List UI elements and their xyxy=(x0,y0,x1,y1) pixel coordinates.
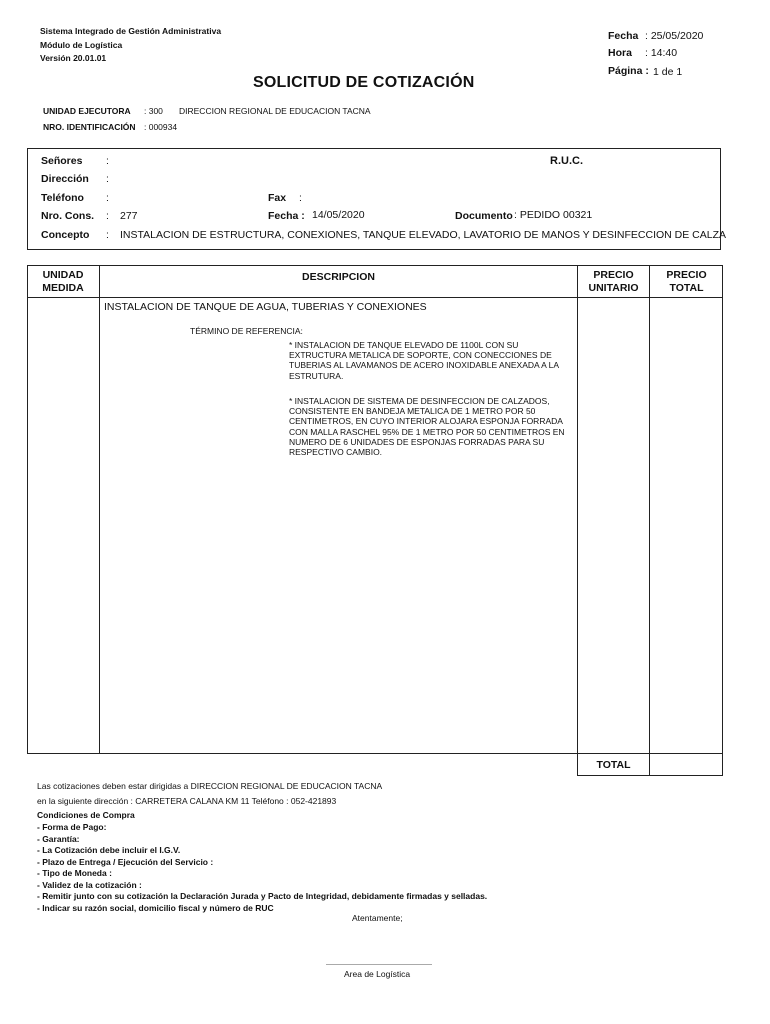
col-divider-1 xyxy=(99,265,100,754)
senores-colon: : xyxy=(106,155,109,167)
documento-label: Documento xyxy=(455,210,513,222)
table-header-divider xyxy=(27,297,723,298)
hora-value: : 14:40 xyxy=(645,47,678,59)
version: Versión 20.01.01 xyxy=(40,53,107,63)
footer-line-1: Las cotizaciones deben estar dirigidas a DIRECCION REGIONAL DE EDUCACION TACNA xyxy=(37,781,383,791)
term-1: * INSTALACION DE TANQUE ELEVADO DE 1100L CON SU EXTRUCTURA METALICA DE SOPORTE, CON CONECCIONES DE TUBERIAS AL LAVAMANOS DE ACERO INOXIDABLE ANEXADA A LA ESTRUTURA. xyxy=(289,340,559,381)
condition-item: - Plazo de Entrega / Ejecución del Servicio : xyxy=(37,856,214,867)
telefono-colon: : xyxy=(106,192,109,204)
col-precio-unitario-header-2: UNITARIO xyxy=(588,282,639,294)
total-divider xyxy=(649,753,650,776)
col-divider-2 xyxy=(577,265,578,754)
direccion-label: Dirección xyxy=(41,173,89,185)
condition-item: - Remitir junto con su cotización la Declaración Jurada y Pacto de Integridad, debidamente firmadas y selladas. xyxy=(37,891,488,901)
system-name: Sistema Integrado de Gestión Administrativa xyxy=(40,26,222,36)
fecha-label: Fecha xyxy=(608,30,639,42)
nro-identificacion-value: : 000934 xyxy=(144,122,178,132)
nro-identificacion-label: NRO. IDENTIFICACIÓN xyxy=(43,122,136,132)
term-2: * INSTALACION DE SISTEMA DE DESINFECCION DE CALZADOS, CONSISTENTE EN BANDEJA METALICA DE 1 METRO POR 50 CENTIMETROS, EN CUYO INTERIOR ALOJARA ESPONJA FORRADA CON MALLA RASCHEL 95% DE 1 METRO POR 50 CENTIMETROS EN NUMERO DE 6 UNIDADES DE ESPONJAS FORRADAS PARA SU RESPECTIVO CAMBIO. xyxy=(289,396,565,458)
col-unidad-header-1: UNIDAD xyxy=(42,269,84,281)
module-name: Módulo de Logística xyxy=(40,40,123,50)
fecha-value: : 25/05/2020 xyxy=(645,30,704,42)
nro-cons-value: 277 xyxy=(120,210,138,222)
fax-colon: : xyxy=(299,192,302,204)
footer-line-2: en la siguiente dirección : CARRETERA CALANA KM 11 Teléfono : 052-421893 xyxy=(37,796,337,806)
condition-item: - Indicar su razón social, domicilio fiscal y número de RUC xyxy=(37,902,274,913)
items-table xyxy=(27,265,723,754)
concepto-label: Concepto xyxy=(41,229,90,241)
hora-label: Hora xyxy=(608,47,632,59)
total-label: TOTAL xyxy=(596,759,631,771)
col-unidad-header-2: MEDIDA xyxy=(42,282,84,294)
pagina-label: Página : xyxy=(608,65,649,77)
col-precio-unitario-header-1: PRECIO xyxy=(593,269,634,281)
atentamente: Atentamente; xyxy=(352,913,403,923)
condition-item: - La Cotización debe incluir el I.G.V. xyxy=(37,845,181,855)
signature-label: Area de Logística xyxy=(344,969,411,979)
supplier-fecha-value: 14/05/2020 xyxy=(312,209,365,221)
concepto-colon: : xyxy=(106,229,109,241)
direccion-colon: : xyxy=(106,173,109,185)
documento-value: : PEDIDO 00321 xyxy=(514,209,593,221)
col-divider-3 xyxy=(649,265,650,754)
unidad-ejecutora-value: : 300 xyxy=(144,106,163,116)
pagina-value: 1 de 1 xyxy=(653,66,683,78)
condition-item: - Forma de Pago: xyxy=(37,822,107,832)
condition-item: - Garantía: xyxy=(37,833,80,844)
ruc-label: R.U.C. xyxy=(550,155,583,167)
fax-label: Fax xyxy=(268,192,287,204)
page-title: SOLICITUD DE COTIZACIÓN xyxy=(253,74,475,91)
concepto-value: INSTALACION DE ESTRUCTURA, CONEXIONES, TANQUE ELEVADO, LAVATORIO DE MANOS Y DESINFECCION DE CALZA xyxy=(120,229,727,241)
signature-line xyxy=(326,964,432,965)
nro-cons-colon: : xyxy=(106,210,109,222)
col-descripcion-header: DESCRIPCION xyxy=(302,271,375,283)
nro-cons-label: Nro. Cons. xyxy=(41,210,95,222)
col-precio-total-header-2: TOTAL xyxy=(669,282,704,294)
conditions-title: Condiciones de Compra xyxy=(37,810,135,820)
condition-item: - Tipo de Moneda : xyxy=(37,868,112,878)
unidad-ejecutora-label: UNIDAD EJECUTORA xyxy=(43,106,131,116)
condition-item: - Validez de la cotización : xyxy=(37,879,142,890)
col-precio-total-header-1: PRECIO xyxy=(666,269,707,281)
item-title: INSTALACION DE TANQUE DE AGUA, TUBERIAS Y CONEXIONES xyxy=(104,301,427,313)
terms-label: TÉRMINO DE REFERENCIA: xyxy=(190,326,303,336)
telefono-label: Teléfono xyxy=(41,192,84,204)
unidad-ejecutora-name: DIRECCION REGIONAL DE EDUCACION TACNA xyxy=(179,106,371,116)
senores-label: Señores xyxy=(41,155,83,167)
supplier-fecha-label: Fecha : xyxy=(268,210,305,222)
